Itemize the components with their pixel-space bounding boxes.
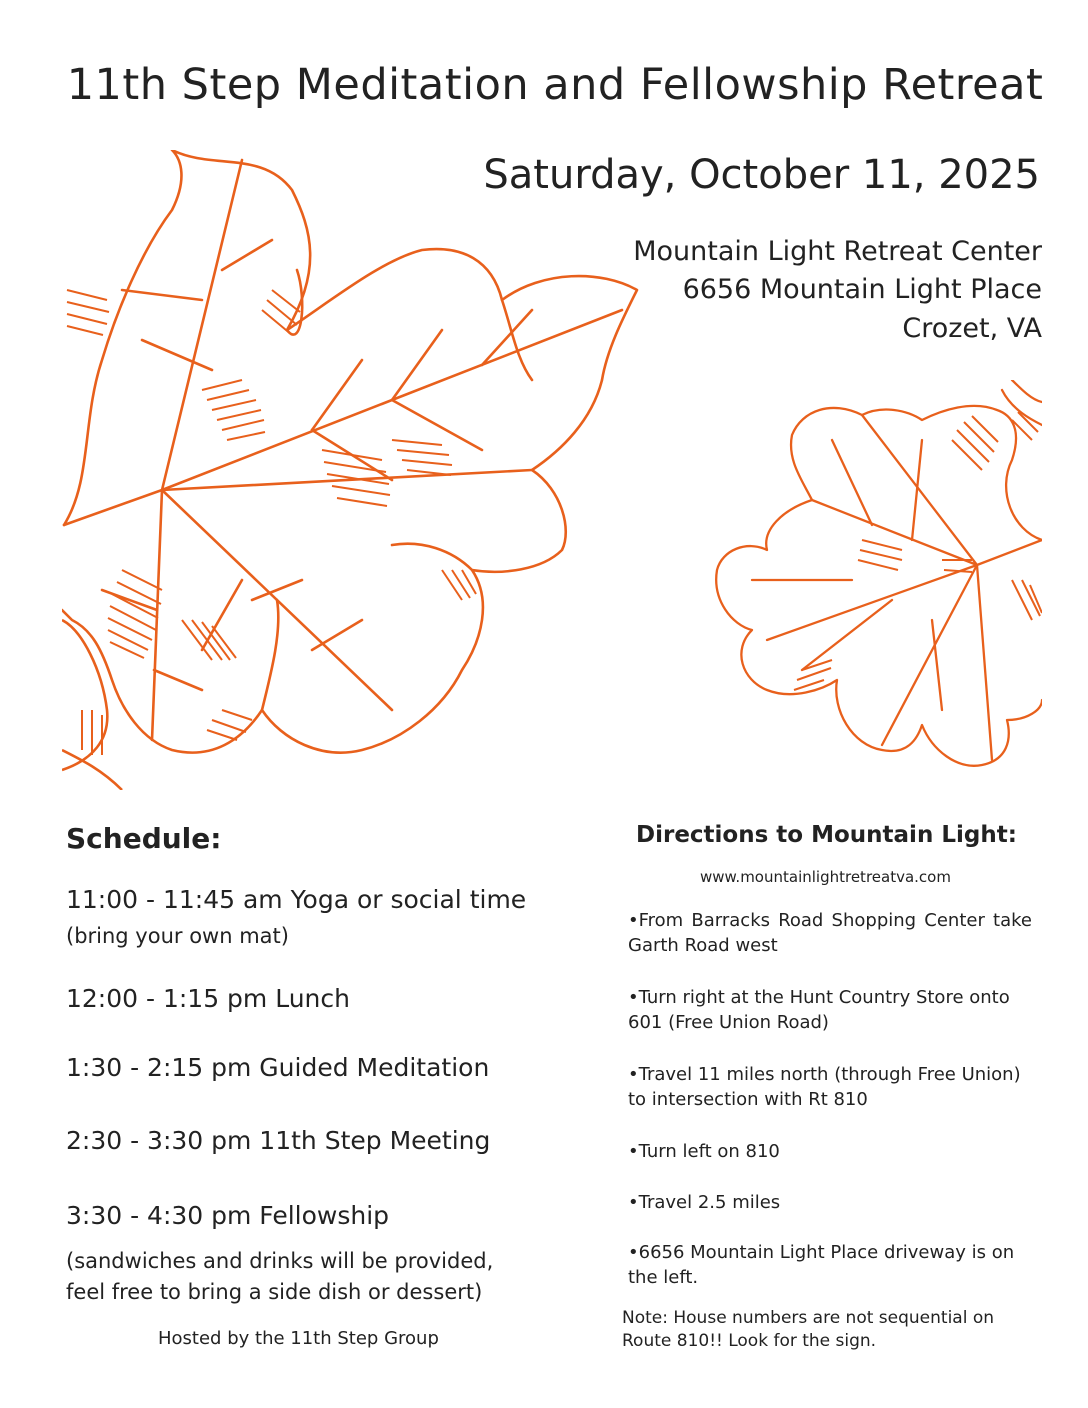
- website-link[interactable]: www.mountainlightretreatva.com: [700, 868, 951, 886]
- directions-heading: Directions to Mountain Light:: [636, 822, 1017, 848]
- venue-name: Mountain Light Retreat Center: [633, 236, 1042, 267]
- direction-step: •Travel 11 miles north (through Free Union) to intersection with Rt 810: [628, 1064, 1021, 1110]
- direction-step: •Turn left on 810: [628, 1141, 780, 1162]
- schedule-item-meeting: 2:30 - 3:30 pm 11th Step Meeting: [66, 1126, 491, 1155]
- schedule-item-yoga: 11:00 - 11:45 am Yoga or social time: [66, 885, 527, 914]
- page-title: 11th Step Meditation and Fellowship Retreat: [66, 60, 1044, 110]
- schedule-heading: Schedule:: [66, 822, 222, 855]
- small-leaf-icon: [712, 380, 1042, 775]
- schedule-item-yoga-note: (bring your own mat): [66, 924, 289, 948]
- event-date: Saturday, October 11, 2025: [483, 152, 1040, 198]
- schedule-item-fellowship: 3:30 - 4:30 pm Fellowship: [66, 1201, 390, 1230]
- direction-step: •6656 Mountain Light Place driveway is on the left.: [628, 1242, 1015, 1288]
- venue-street: 6656 Mountain Light Place: [682, 274, 1042, 305]
- schedule-item-lunch: 12:00 - 1:15 pm Lunch: [66, 984, 350, 1013]
- schedule-item-fellowship-note-1: (sandwiches and drinks will be provided,: [66, 1249, 494, 1273]
- direction-step: •Travel 2.5 miles: [628, 1192, 781, 1213]
- large-leaf-icon: [62, 150, 642, 790]
- schedule-item-fellowship-note-2: feel free to bring a side dish or dessert): [66, 1280, 483, 1304]
- direction-step: •From Barracks Road Shopping Center take Garth Road west: [628, 910, 1032, 956]
- venue-city: Crozet, VA: [902, 313, 1042, 344]
- directions-note: Note: House numbers are not sequential on Route 810!! Look for the sign.: [622, 1308, 995, 1351]
- schedule-item-meditation: 1:30 - 2:15 pm Guided Meditation: [66, 1053, 490, 1082]
- direction-step: •Turn right at the Hunt Country Store onto 601 (Free Union Road): [628, 987, 1010, 1033]
- hosted-by: Hosted by the 11th Step Group: [158, 1328, 439, 1349]
